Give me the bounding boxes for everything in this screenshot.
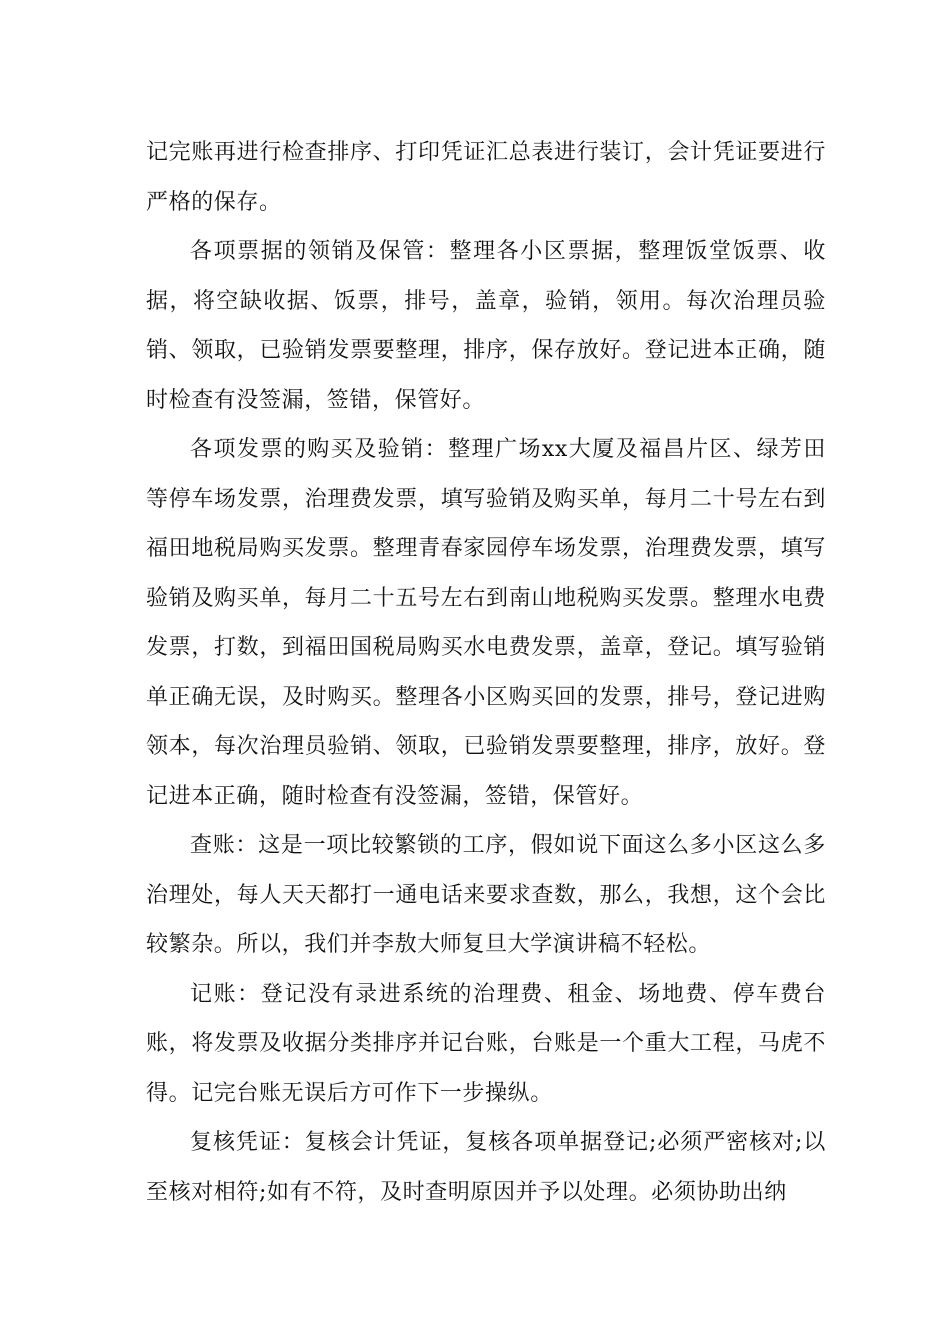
paragraph-voucher-storage: 记完账再进行检查排序、打印凭证汇总表进行装订，会计凭证要进行严格的保存。 [146,140,826,215]
paragraph-voucher-review: 复核凭证：复核会计凭证，复核各项单据登记;必须严密核对;以至核对相符;如有不符，及时查明原因并予以处理。必须协助出纳 [146,1130,826,1205]
paragraph-account-inquiry: 查账：这是一项比较繁锁的工序，假如说下面这么多小区这么多治理处，每人天天都打一通电话来要求查数，那么，我想，这个会比较繁杂。所以，我们并李敖大师复旦大学演讲稿不轻松。 [146,833,826,957]
paragraph-bookkeeping: 记账：登记没有录进系统的治理费、租金、场地费、停车费台账，将发票及收据分类排序并记台账，台账是一个重大工程，马虎不得。记完台账无误后方可作下一步操纵。 [146,981,826,1106]
paragraph-invoice-purchase: 各项发票的购买及验销：整理广场xx大厦及福昌片区、绿芳田等停车场发票，治理费发票，填写验销及购买单，每月二十号左右到福田地税局购买发票。整理青春家园停车场发票，治理费发票，填写验销及购买单，每月二十五号左右到南山地税购买发票。整理水电费发票，打数，到福田国税局购买水电费发票，盖章，登记。填写验销单正确无误，及时购买。整理各小区购买回的发票，排号，登记进购领本，每次治理员验销、领取，已验销发票要整理，排序，放好。登记进本正确，随时检查有没签漏，签错，保管好。 [146,437,826,809]
paragraph-receipt-management: 各项票据的领销及保管：整理各小区票据，整理饭堂饭票、收据，将空缺收据、饭票，排号，盖章，验销，领用。每次治理员验销、领取，已验销发票要整理，排序，保存放好。登记进本正确，随时检查有没签漏，签错，保管好。 [146,239,826,413]
document-body [146,128,826,1217]
